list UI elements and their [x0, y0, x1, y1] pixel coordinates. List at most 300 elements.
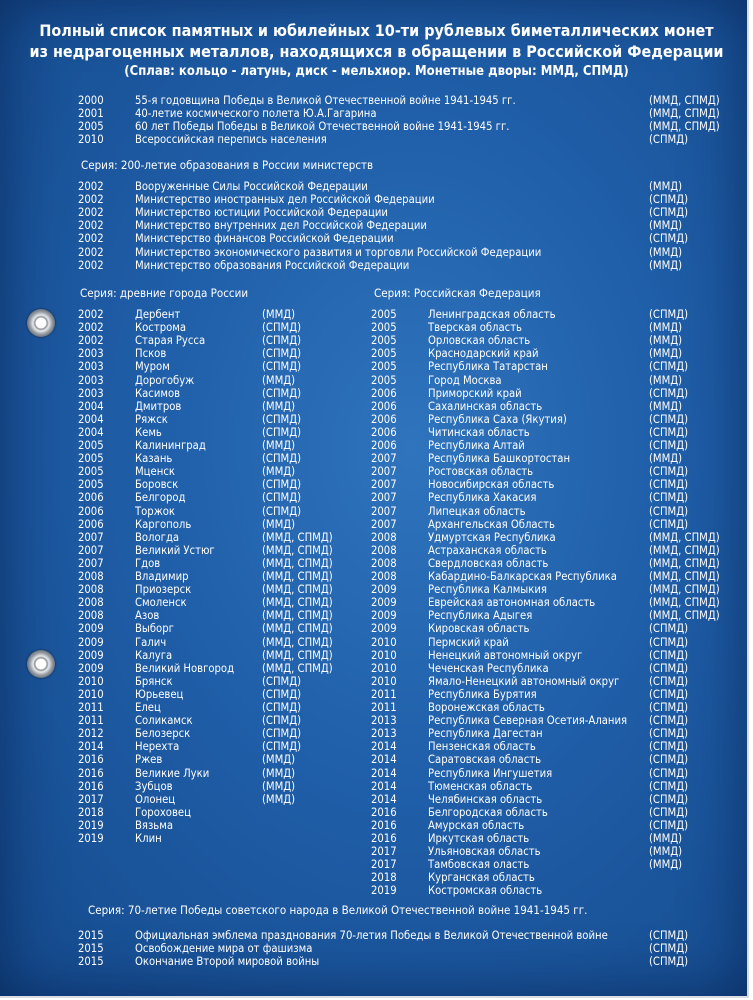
coin-mint: (ММД, СПМД) [649, 94, 720, 107]
coin-name: Великий Новгород [135, 661, 235, 675]
coin-year: 2010 [371, 661, 397, 675]
coin-row [371, 465, 753, 478]
coin-name: Кемь [135, 425, 162, 439]
coin-mint: (СПМД) [649, 232, 689, 246]
coin-name: Торжок [135, 504, 175, 518]
coin-year: 2004 [78, 412, 104, 426]
coin-name: Иркутская область [428, 832, 530, 845]
coin-mint: (ММД, СПМД) [262, 635, 333, 649]
coin-year: 2005 [371, 334, 397, 348]
coin-name: Олонец [135, 792, 176, 806]
coin-year: 2013 [371, 727, 397, 741]
coin-mint: (СПМД) [262, 334, 302, 348]
coin-mint: (СПМД) [649, 308, 689, 321]
coin-row [78, 609, 372, 622]
coin-mint: (СПМД) [649, 929, 689, 942]
coin-mint: (ММД) [649, 845, 683, 859]
coin-name: Соликамск [135, 714, 193, 728]
coin-mint: (СПМД) [649, 386, 689, 400]
coin-row [371, 374, 753, 387]
coin-year: 2007 [371, 504, 397, 518]
coin-name: Министерство юстиции Российской Федерации [135, 206, 388, 220]
coin-mint: (ММД) [262, 308, 296, 321]
coin-name: Республика Дагестан [428, 727, 543, 741]
coin-name: Свердловская область [428, 556, 549, 570]
coin-name: Министерство экономического развития и торговли Российской Федерации [135, 245, 542, 259]
coin-year: 2006 [78, 491, 104, 505]
coin-row [78, 955, 753, 968]
coin-row [78, 219, 753, 232]
coin-name: Липецкая область [428, 504, 526, 518]
coin-row [371, 714, 753, 727]
coin-name: Республика Ингушетия [428, 766, 553, 780]
coin-year: 2004 [78, 425, 104, 439]
coin-row [371, 753, 753, 766]
coin-year: 2003 [78, 373, 104, 387]
coin-mint: (СПМД) [649, 491, 689, 505]
coin-row [371, 452, 753, 465]
coin-row [371, 557, 753, 570]
coin-name: Тверская область [428, 321, 522, 335]
coin-year: 2007 [371, 452, 397, 466]
coin-year: 2002 [78, 193, 104, 207]
coin-mint: (СПМД) [649, 648, 689, 662]
coin-mint: (ММД) [649, 334, 683, 348]
coin-mint: (СПМД) [649, 714, 689, 728]
coin-year: 2010 [78, 674, 104, 688]
coin-row [78, 259, 753, 272]
coin-mint: (СПМД) [649, 661, 689, 675]
coin-name: Амурская область [428, 818, 525, 832]
coin-mint: (СПМД) [262, 452, 302, 466]
coin-year: 2006 [78, 517, 104, 531]
coin-year: 2006 [371, 425, 397, 439]
coin-year: 2005 [371, 308, 397, 321]
coin-year: 2015 [78, 942, 104, 956]
coin-mint: (СПМД) [262, 360, 302, 374]
coin-mint: (СПМД) [262, 491, 302, 505]
coin-mint: (ММД) [262, 465, 296, 479]
coin-year: 2003 [78, 360, 104, 374]
coin-name: Республика Северная Осетия-Алания [428, 714, 628, 728]
coin-name: Кабардино-Балкарская Республика [428, 570, 617, 583]
coin-row [78, 793, 372, 806]
coin-mint: (СПМД) [262, 347, 302, 361]
coin-row [371, 884, 753, 897]
coin-name: 60 лет Победы Победы в Великой Отечественной войне 1941-1945 гг. [135, 120, 510, 134]
coin-name: Кострома [135, 321, 187, 335]
coin-mint: (СПМД) [649, 753, 689, 767]
coin-mint: (ММД) [649, 832, 683, 845]
coin-name: Министерство внутренних дел Российской Федерации [135, 219, 427, 233]
coin-mint: (ММД, СПМД) [262, 596, 333, 610]
coin-year: 2011 [371, 687, 397, 701]
coin-name: Приозерск [135, 583, 192, 597]
coin-year: 2008 [78, 583, 104, 597]
coin-mint: (ММД, СПМД) [649, 596, 720, 610]
coin-name: Калуга [135, 648, 173, 662]
coin-name: Освобождение мира от фашизма [135, 942, 313, 956]
series-title-ancient-cities: Серия: древние города России [80, 286, 249, 300]
coin-name: Читинская область [428, 425, 530, 439]
coin-year: 2019 [78, 818, 104, 832]
coin-mint: (ММД, СПМД) [649, 570, 720, 583]
binder-hole-bottom [27, 650, 55, 678]
coin-row [371, 413, 753, 426]
coin-name: Ненецкий автономный округ [428, 648, 583, 662]
coin-year: 2003 [78, 347, 104, 361]
coin-row [371, 347, 753, 360]
coin-row [78, 180, 753, 193]
coin-row [371, 387, 753, 400]
coin-name: Вязьма [135, 818, 174, 832]
coin-row [78, 452, 372, 465]
coin-name: Республика Адыгея [428, 609, 533, 623]
coin-year: 2006 [371, 399, 397, 413]
coin-row [78, 387, 372, 400]
coin-name: Белгород [135, 491, 186, 505]
coin-mint: (СПМД) [649, 805, 689, 819]
coin-mint: (ММД) [649, 858, 683, 872]
coin-name: Ростовская область [428, 465, 534, 479]
coin-year: 2014 [371, 740, 397, 754]
coin-name: Зубцов [135, 779, 173, 793]
coin-year: 2008 [371, 543, 397, 557]
coin-year: 2007 [371, 491, 397, 505]
coin-mint: (СПМД) [649, 478, 689, 492]
coin-year: 2002 [78, 258, 104, 272]
coin-row [78, 942, 753, 955]
coin-name: Псков [135, 347, 167, 361]
coin-name: Астраханская область [428, 543, 547, 557]
coin-row [371, 622, 753, 635]
coin-row [78, 832, 372, 845]
coin-row [371, 518, 753, 531]
coin-name: Юрьевец [135, 687, 184, 701]
coin-year: 2007 [78, 530, 104, 544]
coin-mint: (ММД) [262, 766, 296, 780]
coin-mint: (ММД) [649, 180, 683, 193]
coin-mint: (СПМД) [649, 701, 689, 714]
coin-mint: (ММД) [649, 399, 683, 413]
coin-mint: (ММД, СПМД) [262, 622, 333, 636]
coin-row [371, 793, 753, 806]
coin-name: Новосибирская область [428, 478, 555, 492]
coin-name: Республика Саха (Якутия) [428, 412, 567, 426]
coin-name: Республика Калмыкия [428, 583, 547, 597]
coin-name: Архангельская Область [428, 517, 555, 531]
coin-row [78, 649, 372, 662]
coin-mint: (СПМД) [262, 727, 302, 741]
coin-year: 2008 [78, 570, 104, 583]
coin-row [78, 206, 753, 219]
coin-mint: (СПМД) [649, 942, 689, 956]
coin-year: 2005 [78, 120, 104, 134]
coin-mint: (СПМД) [262, 504, 302, 518]
coin-row [371, 321, 753, 334]
coin-year: 2008 [371, 570, 397, 583]
coin-row [78, 491, 372, 504]
coin-row [371, 688, 753, 701]
coin-row [78, 531, 372, 544]
coin-row [78, 426, 372, 439]
coin-row [78, 727, 372, 740]
coin-mint: (ММД) [649, 452, 683, 466]
coin-name: Тюменская область [428, 779, 533, 793]
coin-year: 2011 [78, 714, 104, 728]
coin-row [371, 544, 753, 557]
coin-year: 2014 [78, 740, 104, 754]
coin-year: 2000 [78, 94, 104, 107]
coin-row [371, 701, 753, 714]
coin-mint: (СПМД) [649, 674, 689, 688]
coin-row [78, 753, 372, 766]
coin-year: 2007 [78, 556, 104, 570]
coin-mint: (ММД, СПМД) [262, 661, 333, 675]
coin-year: 2002 [78, 180, 104, 193]
coin-row [371, 649, 753, 662]
coin-mint: (ММД) [262, 753, 296, 767]
coin-year: 2003 [78, 386, 104, 400]
coin-row [78, 400, 372, 413]
coin-row [78, 596, 372, 609]
coin-name: Ульяновская область [428, 845, 541, 859]
coin-mint: (ММД) [262, 399, 296, 413]
coin-year: 2009 [78, 648, 104, 662]
coin-row [78, 478, 372, 491]
coin-name: Великие Луки [135, 766, 210, 780]
coin-year: 2015 [78, 955, 104, 969]
coin-row [371, 871, 753, 884]
coin-row [371, 360, 753, 373]
coin-name: Всероссийская перепись населения [135, 133, 327, 147]
coin-year: 2017 [78, 792, 104, 806]
coin-year: 2005 [78, 439, 104, 452]
coin-row [78, 583, 372, 596]
coin-row [78, 193, 753, 206]
coin-year: 2014 [371, 779, 397, 793]
coin-row [78, 374, 372, 387]
coin-name: Клин [135, 832, 162, 845]
coin-mint: (ММД, СПМД) [262, 648, 333, 662]
coin-name: Смоленск [135, 596, 187, 610]
coin-name: Кировская область [428, 622, 530, 636]
coin-name: Костромская область [428, 884, 543, 898]
coin-mint: (ММД) [649, 219, 683, 233]
coin-row [78, 570, 372, 583]
coin-row [78, 120, 753, 133]
coin-row [78, 321, 372, 334]
coin-mint: (ММД, СПМД) [649, 107, 720, 121]
coin-year: 2007 [78, 543, 104, 557]
coin-mint: (СПМД) [649, 792, 689, 806]
coin-year: 2019 [78, 832, 104, 845]
coin-year: 2008 [371, 556, 397, 570]
coin-row [371, 609, 753, 622]
coin-name: Республика Башкортостан [428, 452, 571, 466]
coin-mint: (ММД) [649, 245, 683, 259]
coin-year: 2012 [78, 727, 104, 741]
coin-row [78, 334, 372, 347]
coin-name: Удмуртская Республика [428, 530, 556, 544]
coin-name: Чеченская Республика [428, 661, 549, 675]
coin-name: Краснодарский край [428, 347, 539, 361]
coin-name: Ямало-Ненецкий автономный округ [428, 674, 620, 688]
coin-name: Касимов [135, 386, 181, 400]
coin-mint: (ММД, СПМД) [649, 530, 720, 544]
coin-mint: (ММД, СПМД) [262, 609, 333, 623]
coin-name: Челябинская область [428, 792, 543, 806]
coin-name: Официальная эмблема празднования 70-летия Победы в Великой Отечественной войне [135, 929, 608, 942]
coin-name: Орловская область [428, 334, 531, 348]
coin-mint: (СПМД) [649, 193, 689, 207]
coin-year: 2004 [78, 399, 104, 413]
coin-name: 55-я годовщина Победы в Великой Отечественной войне 1941-1945 гг. [135, 94, 516, 107]
coin-mint: (ММД, СПМД) [649, 583, 720, 597]
coin-mint: (СПМД) [262, 412, 302, 426]
coin-mint: (СПМД) [262, 321, 302, 335]
coin-row [371, 478, 753, 491]
coin-name: Вооруженные Силы Российской Федерации [135, 180, 368, 193]
coin-mint: (ММД) [649, 258, 683, 272]
coin-row [78, 347, 372, 360]
coin-year: 2002 [78, 219, 104, 233]
coin-name: Министерство образования Российской Федерации [135, 258, 410, 272]
coin-mint: (ММД, СПМД) [649, 120, 720, 134]
coin-row [371, 740, 753, 753]
coin-mint: (СПМД) [649, 740, 689, 754]
coin-year: 2009 [371, 596, 397, 610]
coin-year: 2014 [371, 753, 397, 767]
coin-row [78, 701, 372, 714]
coin-year: 2008 [371, 530, 397, 544]
coin-name: Приморский край [428, 386, 522, 400]
coin-year: 2002 [78, 321, 104, 335]
coin-name: Дмитров [135, 399, 182, 413]
coin-name: Дорогобуж [135, 373, 195, 387]
coin-year: 2017 [371, 858, 397, 872]
coin-mint: (СПМД) [262, 386, 302, 400]
coin-name: Старая Русса [135, 334, 206, 348]
coin-row [371, 491, 753, 504]
coin-name: Калининград [135, 439, 206, 452]
coin-year: 2005 [371, 347, 397, 361]
coin-mint: (ММД, СПМД) [649, 609, 720, 623]
coin-name: Министерство финансов Российской Федерации [135, 232, 394, 246]
coin-mint: (СПМД) [649, 439, 689, 452]
coin-name: Сахалинская область [428, 399, 543, 413]
subtitle: (Сплав: кольцо - латунь, диск - мельхиор. Монетные дворы: ММД, СПМД) [124, 64, 629, 79]
coin-mint: (СПМД) [649, 465, 689, 479]
coin-row [78, 806, 372, 819]
coin-row [78, 636, 372, 649]
coin-row [78, 675, 372, 688]
coin-year: 2006 [371, 412, 397, 426]
coin-mint: (ММД) [262, 792, 296, 806]
coin-mint: (ММД) [262, 517, 296, 531]
coin-year: 2018 [371, 871, 397, 885]
coin-year: 2005 [78, 452, 104, 466]
coin-year: 2005 [371, 360, 397, 374]
coin-year: 2007 [371, 478, 397, 492]
coin-row [371, 780, 753, 793]
coin-year: 2014 [371, 766, 397, 780]
coin-year: 2016 [78, 753, 104, 767]
coin-row [371, 858, 753, 871]
coin-year: 2011 [371, 701, 397, 714]
coin-mint: (ММД, СПМД) [262, 583, 333, 597]
coin-mint: (ММД, СПМД) [262, 570, 333, 583]
coin-row [78, 246, 753, 259]
coin-mint: (ММД) [262, 779, 296, 793]
coin-row [371, 832, 753, 845]
coin-mint: (СПМД) [649, 818, 689, 832]
coin-row [371, 308, 753, 321]
coin-name: Курганская область [428, 871, 535, 885]
coin-name: Республика Хакасия [428, 491, 537, 505]
series-title-victory70: Серия: 70-летие Победы советского народа в Великой Отечественной войне 1941-1945 гг. [88, 903, 588, 917]
coin-name: Мценск [135, 465, 175, 479]
coin-year: 2010 [371, 635, 397, 649]
coin-row [78, 819, 372, 832]
coin-year: 2016 [78, 779, 104, 793]
coin-mint: (СПМД) [649, 504, 689, 518]
coin-mint: (ММД) [649, 321, 683, 335]
coin-name: Ряжск [135, 412, 168, 426]
coin-row [371, 636, 753, 649]
coin-mint: (ММД, СПМД) [262, 530, 333, 544]
coin-mint: (ММД, СПМД) [649, 543, 720, 557]
coin-mint: (СПМД) [649, 635, 689, 649]
coin-name: 40-летие космического полета Ю.А.Гагарина [135, 107, 377, 121]
coin-name: Республика Бурятия [428, 687, 537, 701]
coin-mint: (ММД) [649, 347, 683, 361]
coin-row [371, 426, 753, 439]
coin-year: 2016 [78, 766, 104, 780]
binder-hole-top [27, 309, 55, 337]
coin-name: Нерехта [135, 740, 180, 754]
coin-mint: (СПМД) [649, 412, 689, 426]
coin-row [78, 688, 372, 701]
coin-year: 2006 [371, 386, 397, 400]
coin-row [371, 505, 753, 518]
coin-mint: (ММД, СПМД) [262, 543, 333, 557]
coin-mint: (СПМД) [649, 766, 689, 780]
coin-name: Казань [135, 452, 173, 466]
coin-mint: (СПМД) [262, 687, 302, 701]
coin-mint: (СПМД) [649, 360, 689, 374]
coin-row [78, 439, 372, 452]
coin-mint: (ММД) [262, 373, 296, 387]
coin-name: Гдов [135, 556, 161, 570]
coin-name: Каргополь [135, 517, 192, 531]
coin-year: 2016 [371, 805, 397, 819]
coin-name: Великий Устюг [135, 543, 215, 557]
coin-mint: (СПМД) [649, 687, 689, 701]
coin-row [78, 518, 372, 531]
coin-year: 2010 [371, 648, 397, 662]
coin-name: Воронежская область [428, 701, 545, 714]
coin-row [371, 439, 753, 452]
coin-mint: (СПМД) [262, 714, 302, 728]
coin-row [371, 675, 753, 688]
coin-name: Еврейская автономная область [428, 596, 596, 610]
coin-year: 2005 [78, 478, 104, 492]
coin-mint: (ММД) [262, 439, 296, 452]
coin-year: 2009 [78, 622, 104, 636]
coin-row [78, 544, 372, 557]
coin-row [78, 232, 753, 245]
